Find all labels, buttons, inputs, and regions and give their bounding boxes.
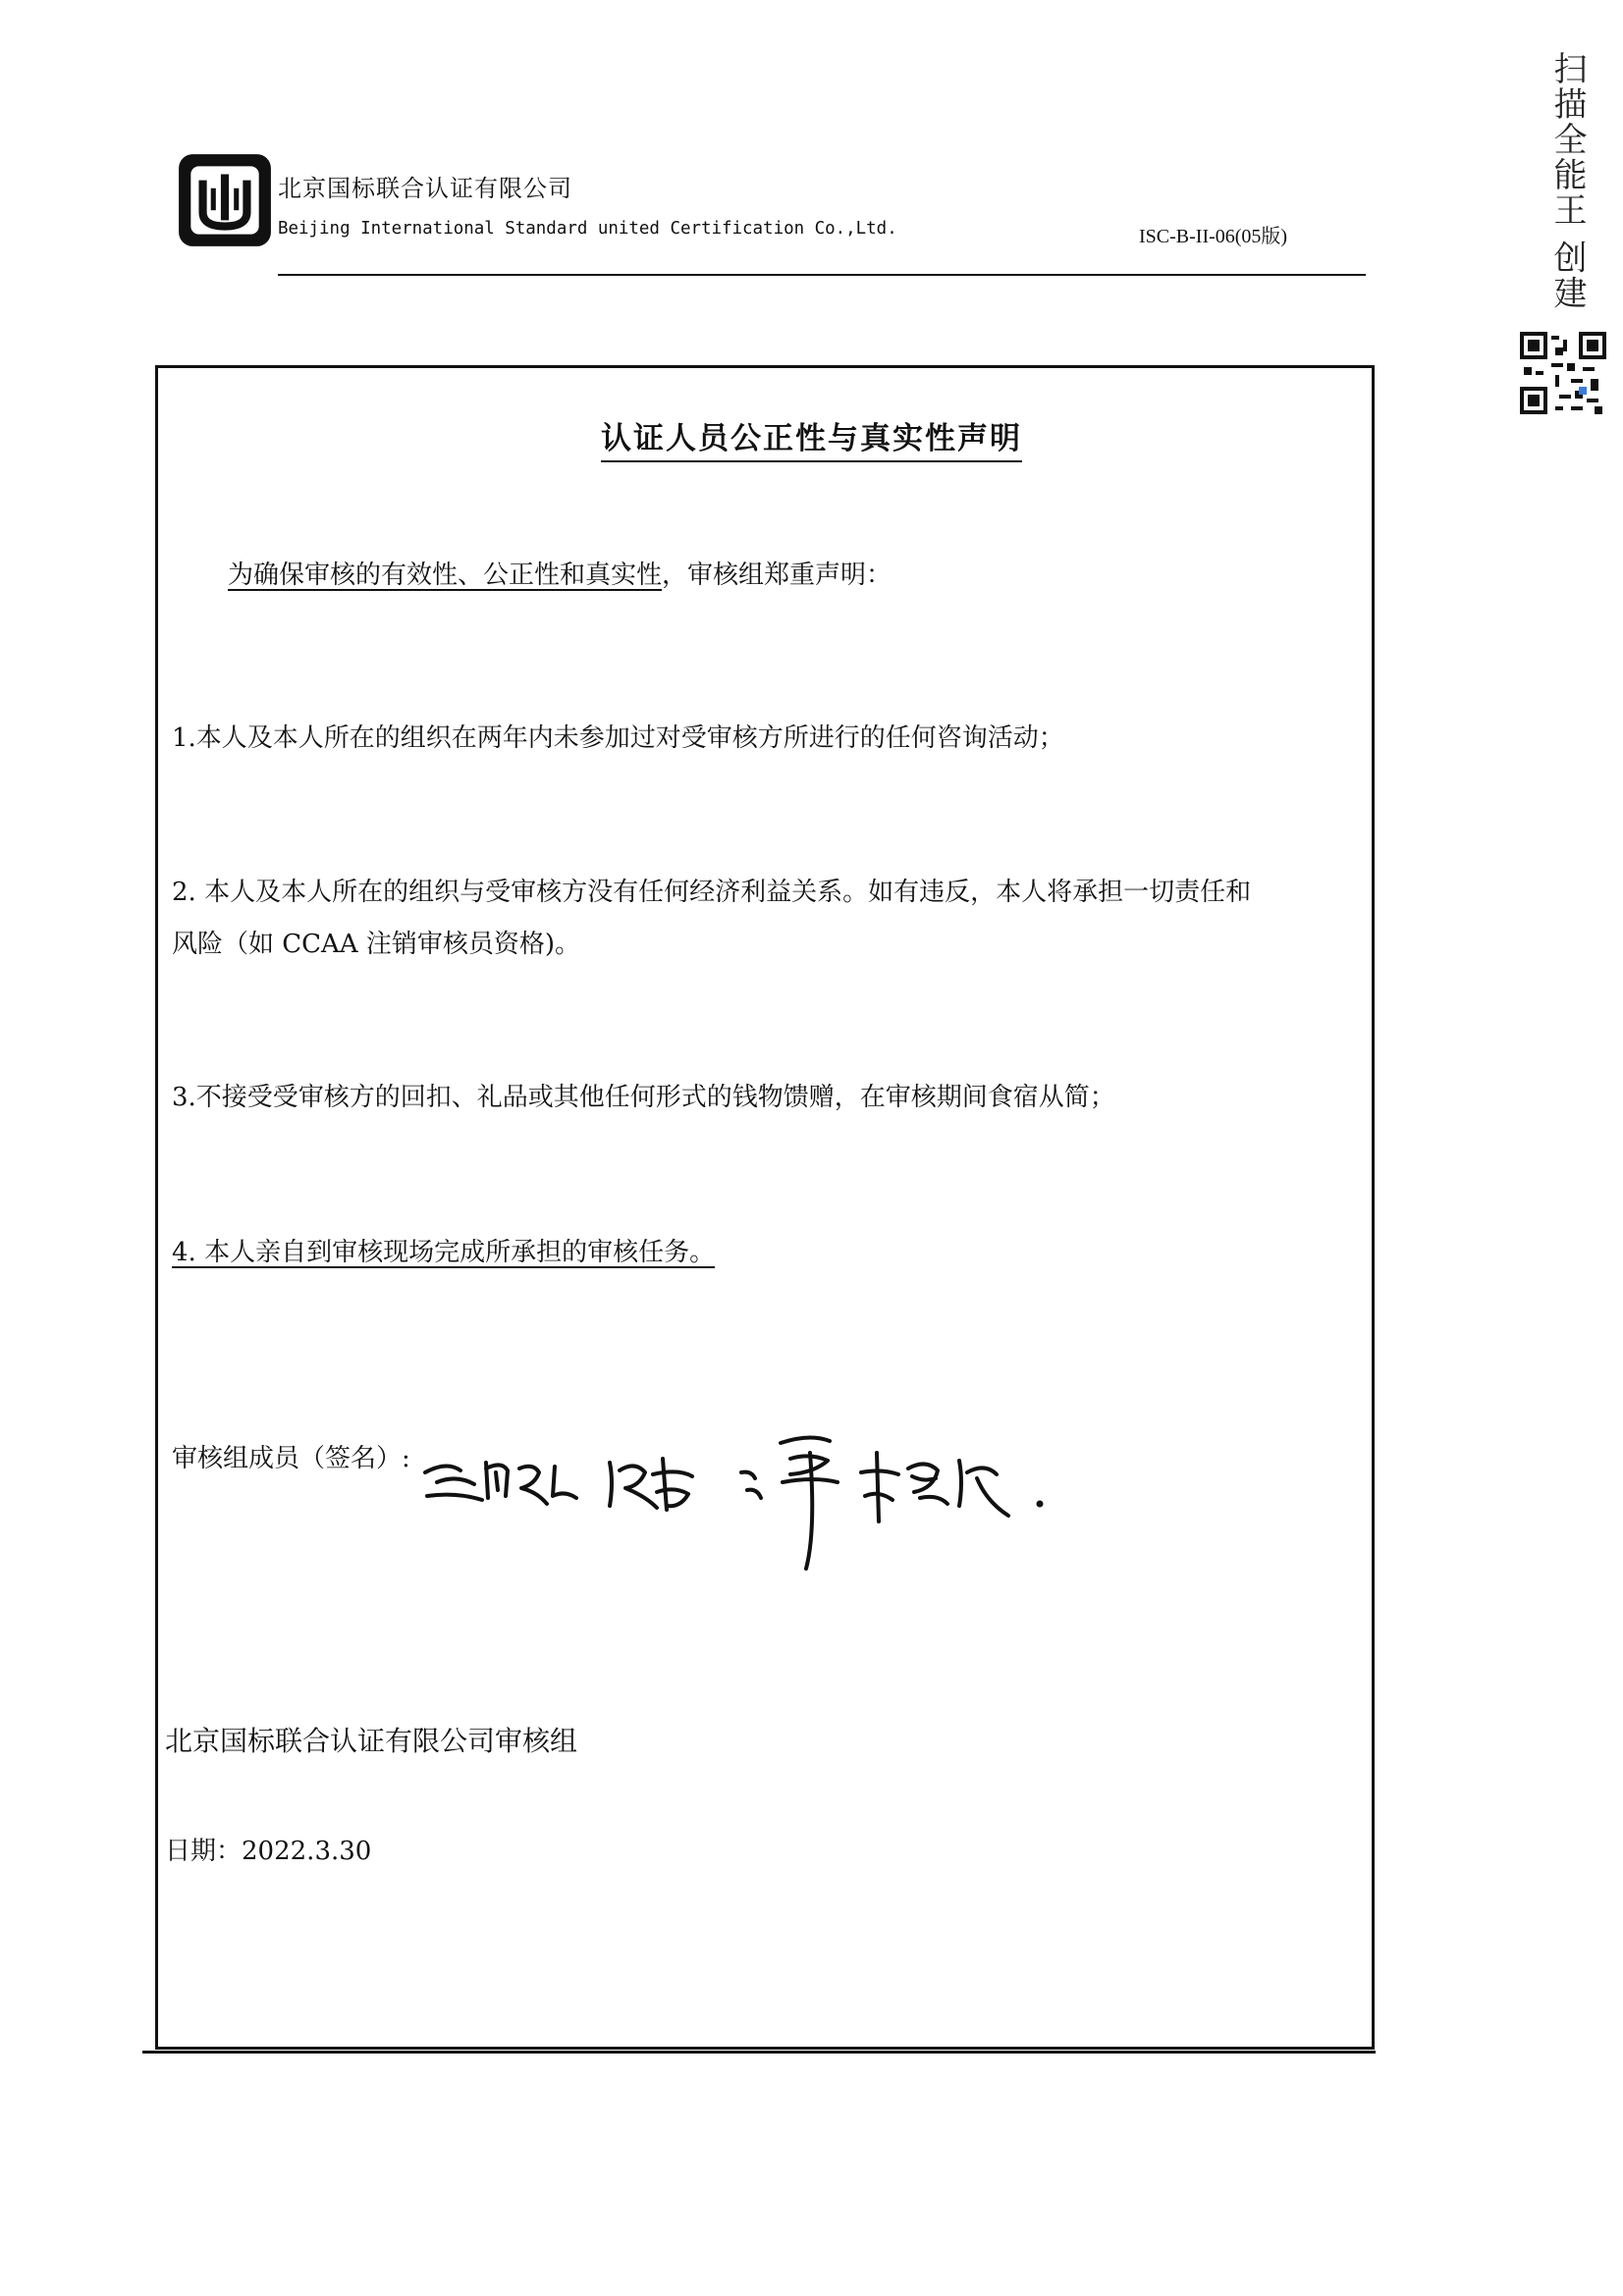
intro-underlined-text: 为确保审核的有效性、公正性和真实性 <box>228 561 663 590</box>
statement-item-3: 3.不接受受审核方的回扣、礼品或其他任何形式的钱物馈赠，在审核期间食宿从简； <box>172 1083 1115 1112</box>
document-title-text: 认证人员公正性与真实性声明 <box>601 421 1022 462</box>
company-name-en: Beijing International Standard united Certification Co.,Ltd. <box>278 218 897 239</box>
intro-paragraph <box>228 550 892 601</box>
statement-item-1: 1.本人及本人所在的组织在两年内未参加过对受审核方所进行的任何咨询活动； <box>172 723 1064 753</box>
date-label: 日期： <box>165 1837 243 1866</box>
qr-code-icon <box>1520 332 1606 414</box>
handwritten-signatures <box>417 1414 1046 1571</box>
organization-footer: 北京国标联合认证有限公司审核组 <box>165 1725 578 1757</box>
date-line <box>165 1826 371 1877</box>
company-name-cn: 北京国标联合认证有限公司 <box>278 175 572 202</box>
statement-item-2-line-2: 风险（如 CCAA 注销审核员资格)。 <box>172 930 581 959</box>
statement-frame <box>155 365 1375 2050</box>
frame-bottom-rule <box>142 2051 1376 2054</box>
company-logo <box>175 150 275 250</box>
header-divider <box>278 274 1366 276</box>
signature-label: 审核组成员（签名）: <box>172 1444 410 1473</box>
statement-item-4: 4. 本人亲自到审核现场完成所承担的审核任务。 <box>172 1238 716 1267</box>
intro-rest-text: ，审核组郑重声明： <box>662 561 893 590</box>
document-title <box>0 413 1623 457</box>
scanner-watermark: 扫描全能王 创建 <box>1547 51 1587 311</box>
document-code: ISC-B-II-06(05版) <box>1139 226 1288 247</box>
date-value: 2022.3.30 <box>242 1837 372 1866</box>
statement-item-2-line-1: 2. 本人及本人所在的组织与受审核方没有任何经济利益关系。如有违反，本人将承担一切责任和 <box>172 878 1252 907</box>
